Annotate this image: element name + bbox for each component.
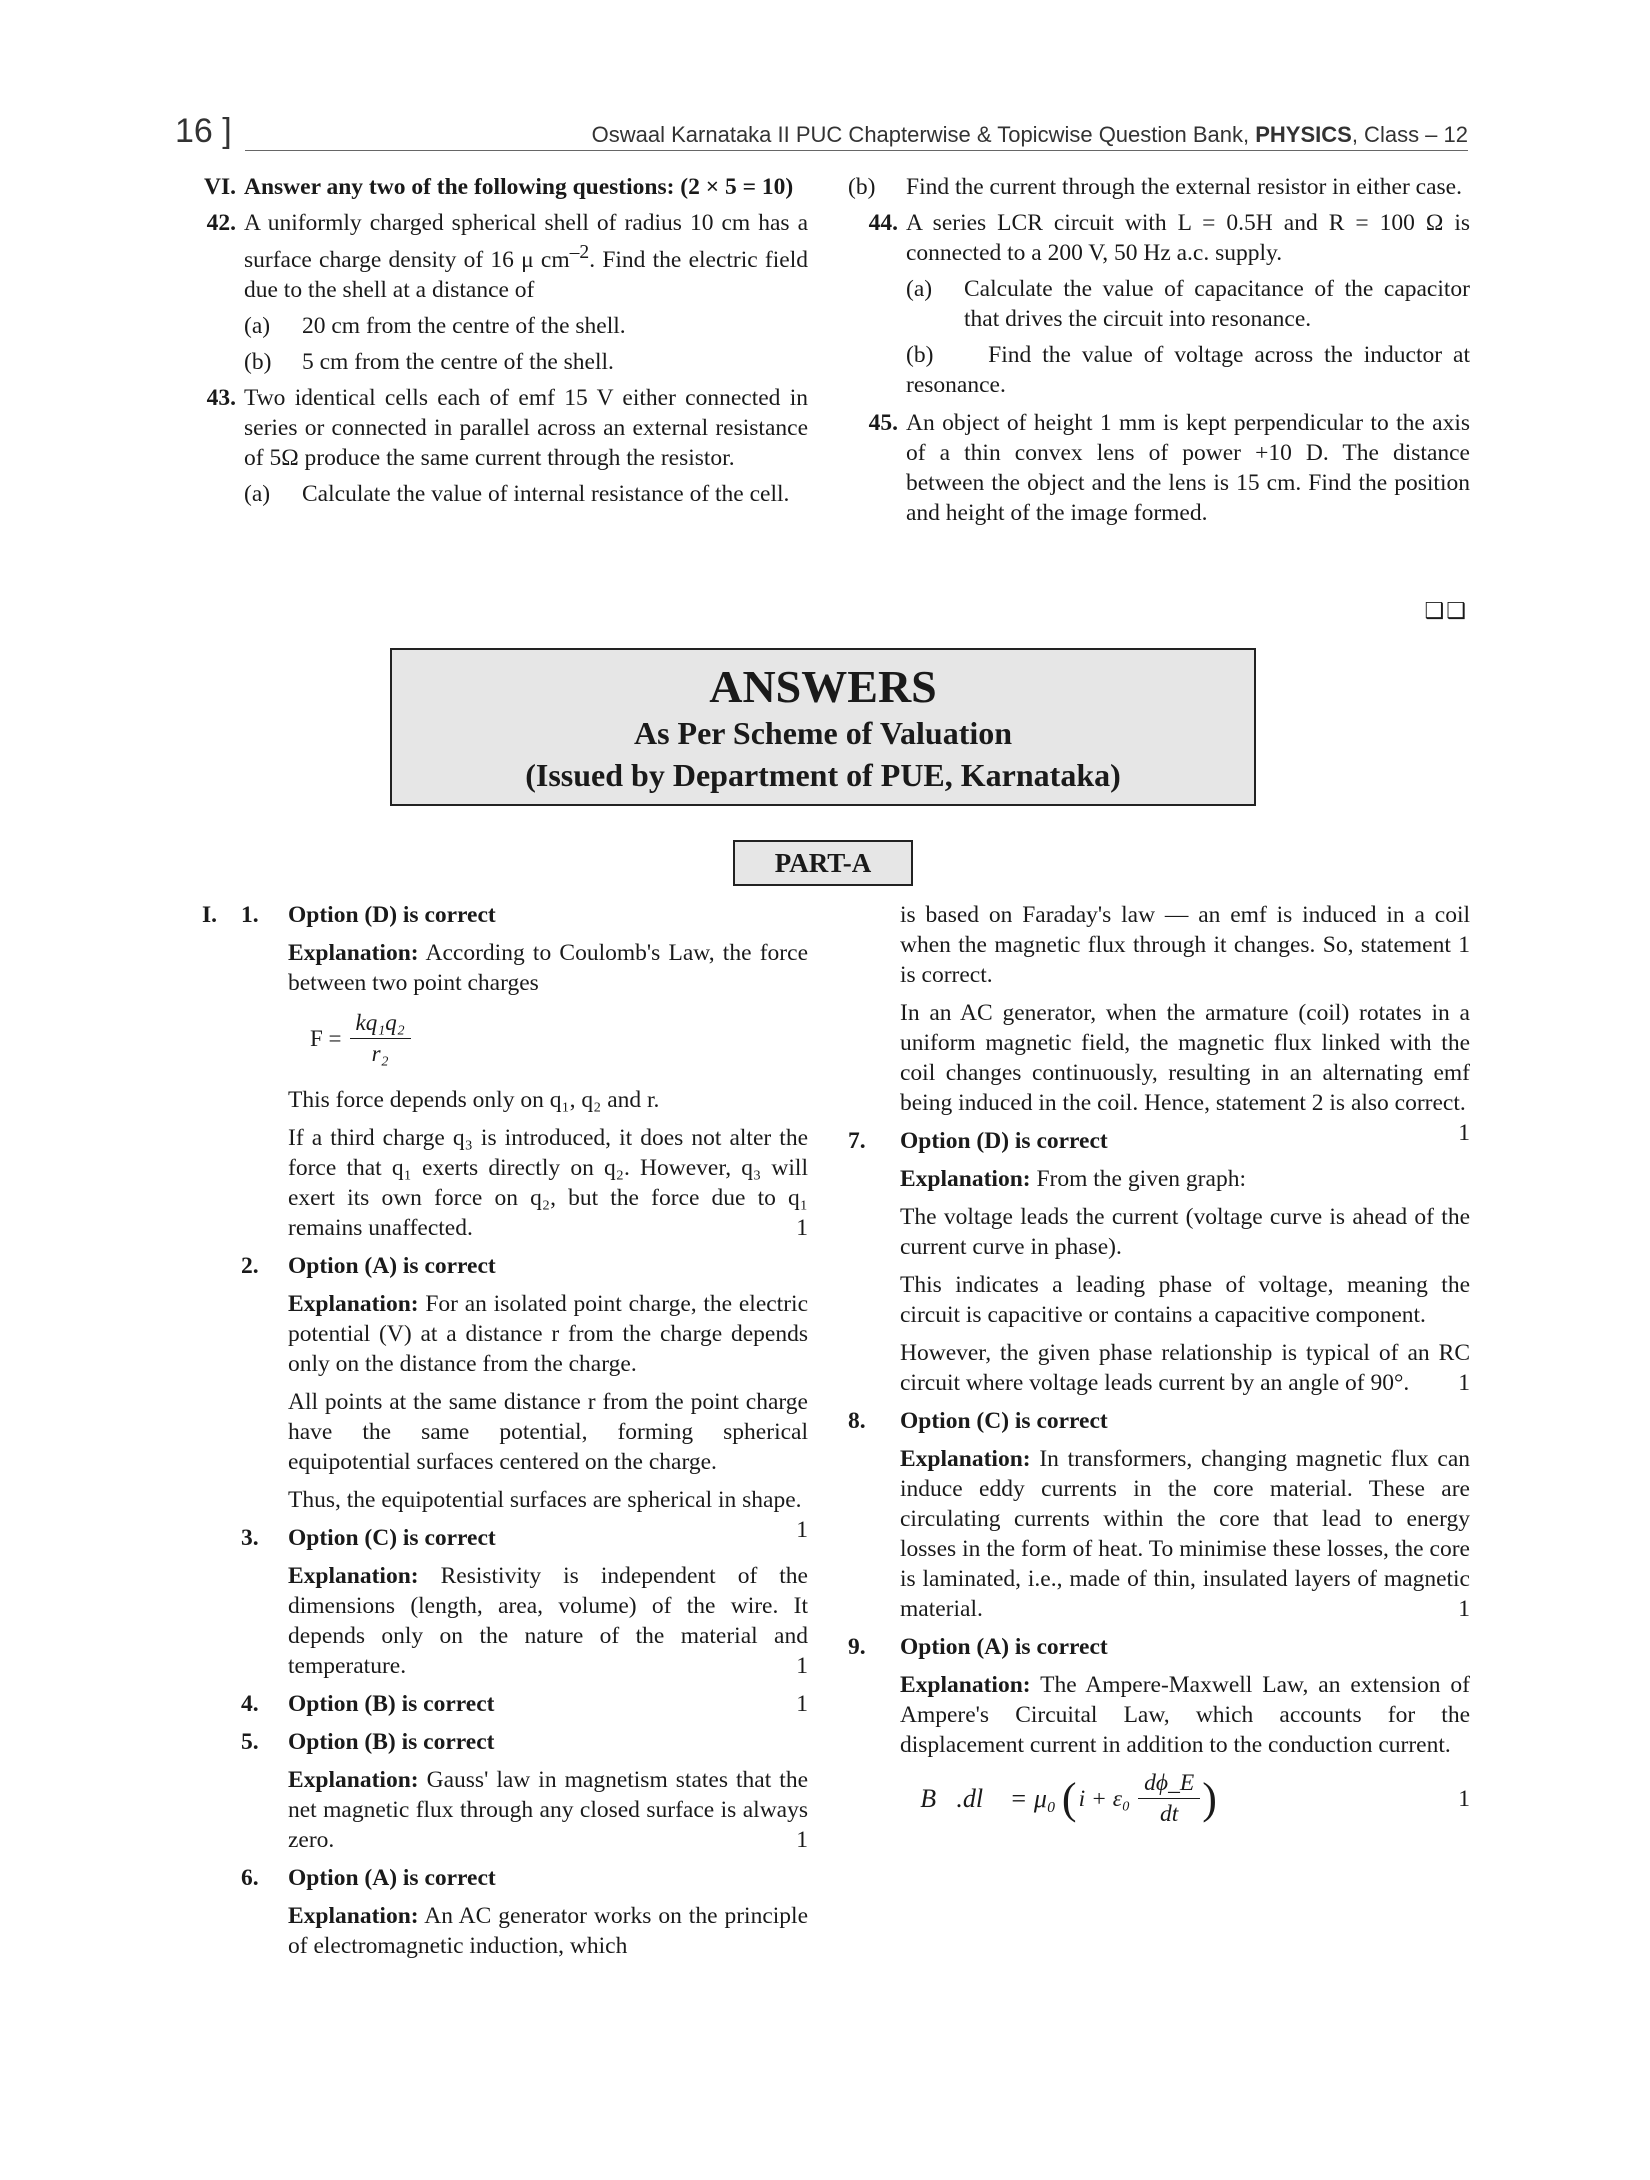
formula-denominator: dt: [1160, 1801, 1179, 1827]
part-a-label: PART-A: [733, 840, 913, 886]
question-number: 42.: [206, 210, 236, 236]
answer-text: However, the given phase relationship is typical of an RC circuit where voltage leads current by an angle of 90°.: [900, 1340, 1470, 1396]
section-heading: [186, 172, 808, 202]
marks: 1: [796, 1653, 808, 1679]
question-number: 44.: [868, 210, 898, 236]
answer-6-continued: is based on Faraday's law — an emf is induced in a coil when the magnetic flux through it changes. So, statement 1 is correct.: [900, 902, 1470, 988]
answer-7-para: [900, 1338, 1470, 1398]
answer-number: 1.: [241, 902, 259, 928]
formula-lhs: F =: [310, 1025, 342, 1051]
question-text-cont: . Find the electric field due to the shell at a distance of: [244, 246, 808, 303]
sub-text: 20 cm from the centre of the shell.: [302, 312, 626, 339]
answer-number: 8.: [848, 1408, 866, 1434]
answer-9-heading: [848, 1632, 1470, 1662]
superscript: –2: [569, 242, 590, 263]
explanation-label: Explanation:: [288, 1563, 419, 1589]
explanation-label: Explanation:: [900, 1446, 1031, 1472]
section-number: VI.: [204, 174, 236, 200]
answer-text: If a third charge q₃ is introduced, it does not alter the force that q₁ exerts directly on q₂. However, q₃ will exert its own force on q₂, but the force due to q₁ remains unaffected.: [288, 1125, 808, 1241]
answer-number: 2.: [241, 1253, 259, 1279]
explanation-text: According to Coulomb's Law, the force between two point charges: [288, 940, 808, 996]
marks: 1: [796, 1517, 808, 1543]
header-rule: [245, 150, 1468, 151]
answer-number: 4.: [241, 1691, 259, 1717]
explanation-text: In transformers, changing magnetic flux can induce eddy currents in the core material. These are circulating currents within the core that lead to energy losses in the form of heat. To minimise these losses, the core is laminated, i.e., made of thin, insulated layers of magnetic material.: [900, 1446, 1470, 1622]
answer-1-heading: [186, 900, 808, 930]
question-42: [186, 208, 808, 305]
sub-label: (a): [906, 276, 933, 302]
answer-6-heading: [186, 1863, 808, 1893]
question-text: A uniformly charged spherical shell of radius 10 cm has a surface charge density of 16 μ cm: [244, 210, 808, 273]
questions-left-column: [186, 172, 808, 515]
formula-numerator: dϕ_E: [1138, 1768, 1200, 1799]
sub-label: (b): [848, 174, 876, 200]
header-title-suffix: , Class – 12: [1351, 122, 1468, 147]
explanation-label: Explanation:: [900, 1672, 1031, 1698]
answer-number: 9.: [848, 1634, 866, 1660]
coulomb-formula: [310, 1008, 808, 1069]
answer-3-explanation: [288, 1561, 808, 1681]
running-header: [592, 122, 1468, 148]
questions-right-column: [848, 172, 1476, 534]
sub-label: (a): [244, 312, 271, 339]
answer-8-heading: [848, 1406, 1470, 1436]
answer-number: 7.: [848, 1128, 866, 1154]
section-number: I.: [202, 902, 218, 928]
question-42b: [244, 347, 808, 377]
sub-text: Calculate the value of capacitance of the capacitor that drives the circuit into resonance.: [964, 276, 1470, 332]
explanation-label: Explanation:: [900, 1166, 1031, 1192]
end-of-questions-marks: ❑❑: [1424, 598, 1468, 623]
answer-8-explanation: [900, 1444, 1470, 1624]
answer-7-para: The voltage leads the current (voltage curve is ahead of the current curve in phase).: [900, 1204, 1470, 1260]
answer-option: Option (C) is correct: [288, 1525, 496, 1551]
answer-9-explanation: [900, 1670, 1470, 1760]
formula-numerator: kq₁q₂: [350, 1008, 411, 1039]
answer-1-para: This force depends only on q₁, q₂ and r.: [288, 1087, 660, 1113]
question-43b: [848, 172, 1470, 202]
section-instruction: Answer any two of the following questions: (2 × 5 = 10): [244, 174, 794, 200]
question-44: [848, 208, 1470, 268]
formula-fraction: [350, 1008, 411, 1069]
answers-banner: [390, 648, 1256, 806]
answer-number: 6.: [241, 1865, 259, 1891]
answers-left-column: [186, 900, 808, 1969]
answer-5-heading: [186, 1727, 808, 1757]
answer-number: 3.: [241, 1525, 259, 1551]
marks: 1: [1458, 1596, 1470, 1622]
sub-text: 5 cm from the centre of the shell.: [302, 348, 614, 375]
explanation-text: An AC generator works on the principle of electromagnetic induction, which: [288, 1903, 808, 1959]
explanation-text: Resistivity is independent of the dimensions (length, area, volume) of the wire. It depends only on the nature of the material and temperature.: [288, 1563, 808, 1679]
formula-lhs: ∮B⃗.dl⃗ = μ₀: [900, 1783, 1056, 1813]
question-44b: (b) Find the value of voltage across the inductor at resonance.: [906, 342, 1476, 398]
question-number: 43.: [206, 384, 236, 411]
explanation-text: Gauss' law in magnetism states that the net magnetic flux through any closed surface is always zero.: [288, 1767, 808, 1853]
answer-option: Option (A) is correct: [900, 1634, 1108, 1660]
header-title-prefix: Oswaal Karnataka II PUC Chapterwise & Topicwise Question Bank,: [591, 122, 1256, 147]
answer-2-explanation: [288, 1289, 808, 1379]
answer-6-explanation: [288, 1901, 808, 1961]
formula-fraction: [1138, 1768, 1200, 1829]
question-text: Two identical cells each of emf 15 V either connected in series or connected in parallel across an external resistance of 5Ω produce the same current through the resistor.: [244, 384, 808, 471]
question-43: [186, 383, 808, 473]
explanation-label: Explanation:: [288, 940, 419, 966]
answers-right-column: [848, 900, 1470, 1837]
answer-text: Thus, the equipotential surfaces are spherical in shape.: [288, 1487, 802, 1513]
answer-text: In an AC generator, when the armature (coil) rotates in a uniform magnetic field, the magnetic flux linked with the coil changes continuously, resulting in an alternating emf being induced in the coil. Hence, statement 2 is also correct.: [900, 1000, 1470, 1116]
answer-7-explanation: [900, 1164, 1470, 1194]
formula-denominator: r₂: [371, 1041, 389, 1066]
open-paren-icon: (: [1061, 1773, 1077, 1823]
close-paren-icon: ): [1202, 1773, 1217, 1823]
ampere-maxwell-formula: [900, 1768, 1470, 1829]
answer-3-heading: [186, 1523, 808, 1553]
marks: 1: [1458, 1370, 1470, 1396]
question-43a: [244, 479, 808, 509]
marks: 1: [1458, 1785, 1470, 1812]
question-45: [848, 408, 1470, 528]
sub-label: (b): [244, 348, 272, 375]
answer-option: Option (B) is correct: [288, 1691, 495, 1717]
answer-2-heading: [186, 1251, 808, 1281]
answer-option: Option (C) is correct: [900, 1408, 1108, 1434]
answer-number: 5.: [241, 1729, 259, 1755]
explanation-label: Explanation:: [288, 1767, 419, 1793]
explanation-label: Explanation:: [288, 1903, 419, 1929]
answer-1-para: [288, 1123, 808, 1243]
question-text: An object of height 1 mm is kept perpendicular to the axis of a thin convex lens of power +10 D. The distance between the object and the lens is 15 cm. Find the position and height of the image formed.: [906, 410, 1470, 526]
explanation-label: Explanation:: [288, 1291, 419, 1317]
sub-label: (a): [244, 480, 271, 507]
marks: 1: [796, 1691, 808, 1717]
answer-7-para: This indicates a leading phase of voltage, meaning the circuit is capacitive or contains a capacitive component.: [900, 1272, 1470, 1328]
marks: 1: [1458, 1120, 1470, 1146]
answer-option: Option (D) is correct: [288, 902, 496, 928]
question-text: A series LCR circuit with L = 0.5H and R = 100 Ω is connected to a 200 V, 50 Hz a.c. supply.: [906, 210, 1470, 266]
question-number: 45.: [868, 410, 898, 436]
answers-issuer: (Issued by Department of PUE, Karnataka): [525, 757, 1121, 793]
explanation-text: For an isolated point charge, the electric potential (V) at a distance r from the charge depends only on the distance from the charge.: [288, 1291, 808, 1377]
answer-option: Option (B) is correct: [288, 1729, 495, 1755]
question-44a: [906, 274, 1470, 334]
answer-5-explanation: [288, 1765, 808, 1855]
answer-4-heading: [186, 1689, 808, 1719]
answers-title: ANSWERS: [709, 661, 937, 712]
answer-option: Option (A) is correct: [288, 1253, 496, 1279]
sub-text: Calculate the value of internal resistance of the cell.: [302, 480, 790, 507]
sub-text: Find the current through the external resistor in either case.: [906, 174, 1462, 200]
answer-option: Option (A) is correct: [288, 1865, 496, 1891]
explanation-text: The Ampere-Maxwell Law, an extension of Ampere's Circuital Law, which accounts for the displacement current in addition to the conduction current.: [900, 1672, 1470, 1758]
page-number: 16 ]: [175, 112, 232, 150]
answer-option: Option (D) is correct: [900, 1128, 1108, 1154]
answers-subtitle: As Per Scheme of Valuation: [633, 715, 1013, 751]
answer-2-para: All points at the same distance r from the point charge have the same potential, forming spherical equipotential surfaces centered on the charge.: [288, 1389, 808, 1475]
marks: 1: [796, 1827, 808, 1853]
formula-term: i + ε₀: [1078, 1785, 1131, 1812]
answer-1-explanation: [288, 938, 808, 998]
explanation-text: From the given graph:: [1030, 1166, 1246, 1192]
header-subject: PHYSICS: [1255, 122, 1352, 147]
marks: 1: [796, 1215, 808, 1241]
answer-7-heading: [848, 1126, 1470, 1156]
question-42a: [244, 311, 808, 341]
